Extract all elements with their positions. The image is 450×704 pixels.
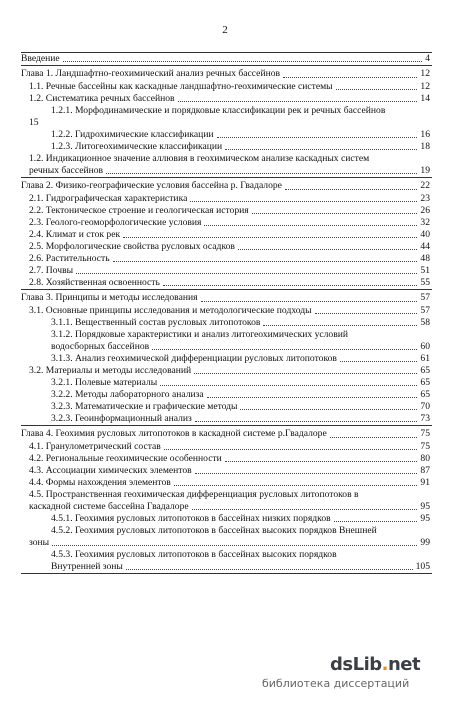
toc-leader-dots xyxy=(336,89,418,90)
toc-entry-title: 4.2. Региональные геохимические особенности xyxy=(29,453,222,464)
toc-page-number: 12 xyxy=(420,81,430,92)
toc-leader-dots xyxy=(207,397,418,398)
toc-page-number: 48 xyxy=(420,253,430,264)
toc-page-number: 75 xyxy=(420,428,430,439)
toc-chapter xyxy=(21,65,432,177)
toc-entry[interactable] xyxy=(21,453,432,465)
toc-entry-title: 3.2.3. Математические и графические методы xyxy=(51,401,238,412)
toc-entry[interactable] xyxy=(21,193,432,205)
toc-entry[interactable] xyxy=(21,241,432,253)
toc-entry[interactable] xyxy=(21,253,432,265)
toc-entry-title: 4.5.3. Геохимия русловых литопотоков в бассейнах высоких порядков xyxy=(51,549,337,560)
toc-leader-dots xyxy=(334,521,418,522)
toc-leader-dots xyxy=(240,409,417,410)
toc-leader-dots xyxy=(190,201,417,202)
toc-entry[interactable] xyxy=(21,377,432,389)
toc-page-number: 95 xyxy=(420,501,430,512)
toc-leader-dots xyxy=(160,385,417,386)
toc-entry-title: 3.1.3. Анализ геохимической дифференциации русловых литопотоков xyxy=(51,353,337,364)
toc-entry-title: 2.1. Гидрографическая характеристика xyxy=(29,193,188,204)
toc-leader-dots xyxy=(194,373,417,374)
toc-leader-dots xyxy=(113,261,418,262)
toc-entry-title: Глава 1. Ландшафтно-геохимический анализ речных бассейнов xyxy=(21,68,281,79)
toc-entry[interactable] xyxy=(21,389,432,401)
toc-leader-dots xyxy=(225,461,418,462)
toc-page-number: 105 xyxy=(415,561,430,572)
toc-page-number: 73 xyxy=(420,413,430,424)
toc-entry[interactable] xyxy=(21,353,432,365)
toc-entry[interactable] xyxy=(21,105,432,129)
toc-leader-dots xyxy=(263,325,417,326)
toc-entry[interactable] xyxy=(21,317,432,329)
toc-entry-title: 1.2. Индикационное значение аллювия в геохимическом анализе каскадных систем xyxy=(29,153,370,164)
toc-entry-title: 1.2.1. Морфодинамические и порядковые классификации рек и речных бассейнов xyxy=(51,105,386,116)
toc-page-number: 51 xyxy=(420,265,430,276)
toc-page-number: 75 xyxy=(420,441,430,452)
toc-entry[interactable] xyxy=(21,401,432,413)
toc-entry-title: 4.5.1. Геохимия русловых литопотоков в бассейнах низких порядков xyxy=(51,513,331,524)
toc-entry[interactable] xyxy=(21,549,432,573)
toc-entry-title: 2.3. Геолого-геоморфологические условия xyxy=(29,217,202,228)
toc-leader-dots xyxy=(106,173,417,174)
toc-page-number: 40 xyxy=(420,229,430,240)
toc-leader-dots xyxy=(195,473,418,474)
toc-entry-title: 3.2.1. Полевые материалы xyxy=(51,377,158,388)
toc-entry-title: 4.3. Ассоциации химических элементов xyxy=(29,465,192,476)
toc-leader-dots xyxy=(52,545,417,546)
toc-entry[interactable] xyxy=(21,141,432,153)
toc-entry[interactable] xyxy=(21,277,432,289)
toc-leader-dots xyxy=(76,273,417,274)
toc-leader-dots xyxy=(178,101,418,102)
toc-page-number: 14 xyxy=(420,93,430,104)
toc-page-number: 95 xyxy=(420,513,430,524)
toc-entry[interactable] xyxy=(21,489,432,513)
toc-chapter xyxy=(21,177,432,289)
toc-entry-title-continued: каскадной системе бассейна Гвадалоре xyxy=(29,501,189,512)
toc-page-number: 58 xyxy=(420,317,430,328)
toc-entry-title: 4.5. Пространственная геохимическая дифференциация русловых литопотоков в xyxy=(29,489,359,500)
toc-page-number: 26 xyxy=(420,205,430,216)
toc-leader-dots xyxy=(163,285,418,286)
toc-entry-title: 3.2.2. Методы лабораторного анализа xyxy=(51,389,204,400)
toc-entry-title: 2.7. Почвы xyxy=(29,265,74,276)
toc-page-number: 19 xyxy=(420,165,430,176)
toc-page-number: 23 xyxy=(420,193,430,204)
toc-leader-dots xyxy=(195,421,418,422)
toc-leader-dots xyxy=(201,301,418,302)
toc-entry-title: 1.1. Речные бассейны как каскадные ландшафтно-геохимические системы xyxy=(29,81,333,92)
toc-page-number: 87 xyxy=(420,465,430,476)
toc-entry[interactable] xyxy=(21,441,432,453)
toc-leader-dots xyxy=(123,237,417,238)
toc-leader-dots xyxy=(252,213,418,214)
toc-page-number: 65 xyxy=(420,377,430,388)
toc-entry[interactable] xyxy=(21,153,432,177)
toc-leader-dots xyxy=(204,225,417,226)
toc-entry-title-continued: водосборных бассейнов xyxy=(51,341,150,352)
toc-entry-title: Глава 3. Принципы и методы исследования xyxy=(21,292,198,303)
toc-entry[interactable] xyxy=(21,93,432,105)
toc-entry-title: 3.2. Материалы и методы исследований xyxy=(29,365,192,376)
toc-leader-dots xyxy=(285,189,417,190)
toc-entry[interactable] xyxy=(21,525,432,549)
toc-entry-title: 2.5. Морфологические свойства русловых осадков xyxy=(29,241,235,252)
toc-entry[interactable] xyxy=(21,465,432,477)
toc-entry-title: 2.8. Хозяйственная освоенность xyxy=(29,277,160,288)
toc-page-number: 65 xyxy=(420,365,430,376)
toc-chapter-heading[interactable] xyxy=(21,66,432,81)
toc-page-number: 44 xyxy=(420,241,430,252)
toc-leader-dots xyxy=(315,313,418,314)
toc-leader-dots xyxy=(340,361,417,362)
toc-entry-title-continued: 15 xyxy=(29,117,39,128)
toc-page-number: 16 xyxy=(420,129,430,140)
toc-page-number: 4 xyxy=(425,53,430,64)
toc-entry-title: 1.2. Систематика речных бассейнов xyxy=(29,93,175,104)
toc-chapter xyxy=(21,289,432,425)
toc-page-number: 57 xyxy=(420,292,430,303)
toc-entry[interactable] xyxy=(21,413,432,425)
toc-entry[interactable] xyxy=(21,217,432,229)
toc-entry-title-continued: зоны xyxy=(29,537,50,548)
toc-entry[interactable] xyxy=(21,305,432,317)
toc-chapter-heading[interactable] xyxy=(21,426,432,441)
toc-entry[interactable] xyxy=(21,365,432,377)
toc-entry-title: 1.2.2. Гидрохимические классификации xyxy=(51,129,214,140)
toc-entry[interactable] xyxy=(21,229,432,241)
toc-leader-dots xyxy=(63,61,423,62)
toc-chapter xyxy=(21,425,432,573)
toc-page-number: 18 xyxy=(420,141,430,152)
toc-entry-title: 2.6. Растительность xyxy=(29,253,110,264)
toc-page-number: 12 xyxy=(420,68,430,79)
watermark-logo: dsLib.net xyxy=(330,654,421,675)
toc-entry-title: Глава 4. Геохимия русловых литопотоков в каскадной системе р.Гвадалоре xyxy=(21,428,327,439)
toc-entry-title-continued: Внутренней зоны xyxy=(51,561,123,572)
toc-entry[interactable] xyxy=(21,205,432,217)
toc-page-number: 61 xyxy=(420,353,430,364)
toc-leader-dots xyxy=(126,569,413,570)
toc-leader-dots xyxy=(330,437,418,438)
toc-entry-title: 2.4. Климат и сток рек xyxy=(29,229,121,240)
toc-page-number: 80 xyxy=(420,453,430,464)
toc-chapter-heading[interactable] xyxy=(21,178,432,193)
toc-entry-title: 3.1.1. Вещественный состав русловых литопотоков xyxy=(51,317,261,328)
toc-entry[interactable] xyxy=(21,81,432,93)
toc-entry[interactable] xyxy=(21,513,432,525)
toc-page-number: 22 xyxy=(420,180,430,191)
toc-leader-dots xyxy=(283,77,417,78)
toc-entry[interactable] xyxy=(21,265,432,277)
toc-entry[interactable] xyxy=(21,477,432,489)
toc-leader-dots xyxy=(225,149,417,150)
toc-page-number: 65 xyxy=(420,389,430,400)
toc-page-number: 57 xyxy=(420,305,430,316)
table-of-contents xyxy=(21,52,432,574)
toc-entry-title: 4.5.2. Геохимия русловых литопотоков в бассейнах высоких порядков Внешней xyxy=(51,525,377,536)
toc-leader-dots xyxy=(217,137,418,138)
toc-page-number: 91 xyxy=(420,477,430,488)
toc-leader-dots xyxy=(152,349,417,350)
toc-page-number: 60 xyxy=(420,341,430,352)
toc-leader-dots xyxy=(238,249,417,250)
toc-entry-title: 4.4. Формы нахождения элементов xyxy=(29,477,171,488)
toc-page-number: 99 xyxy=(420,537,430,548)
toc-entry[interactable] xyxy=(21,53,432,65)
toc-leader-dots xyxy=(174,485,418,486)
watermark-caption: библиотека диссертаций xyxy=(262,677,410,690)
page-number: 2 xyxy=(222,24,228,36)
toc-entry-title: 2.2. Тектоническое строение и геологическая история xyxy=(29,205,249,216)
toc-entry-title: 3.2.3. Геоинформационный анализ xyxy=(51,413,192,424)
toc-entry-title: Глава 2. Физико-географические условия бассейна р. Гвадалоре xyxy=(21,180,282,191)
toc-page-number: 70 xyxy=(420,401,430,412)
toc-chapter-heading[interactable] xyxy=(21,290,432,305)
toc-leader-dots xyxy=(192,509,418,510)
toc-entry-title-continued: речных бассейнов xyxy=(29,165,104,176)
toc-entry[interactable] xyxy=(21,129,432,141)
toc-leader-dots xyxy=(164,449,418,450)
toc-page-number: 32 xyxy=(420,217,430,228)
toc-entry-title: 3.1.2. Порядковые характеристики и анализ литогеохимических условий xyxy=(51,329,349,340)
toc-chapter xyxy=(21,53,432,65)
toc-page-number: 55 xyxy=(420,277,430,288)
toc-entry[interactable] xyxy=(21,329,432,353)
toc-entry-title: 3.1. Основные принципы исследования и методологические подходы xyxy=(29,305,312,316)
toc-entry-title: 4.1. Гранулометрический состав xyxy=(29,441,161,452)
toc-entry-title: Введение xyxy=(21,53,60,64)
toc-entry-title: 1.2.3. Литогеохимические классификации xyxy=(51,141,223,152)
